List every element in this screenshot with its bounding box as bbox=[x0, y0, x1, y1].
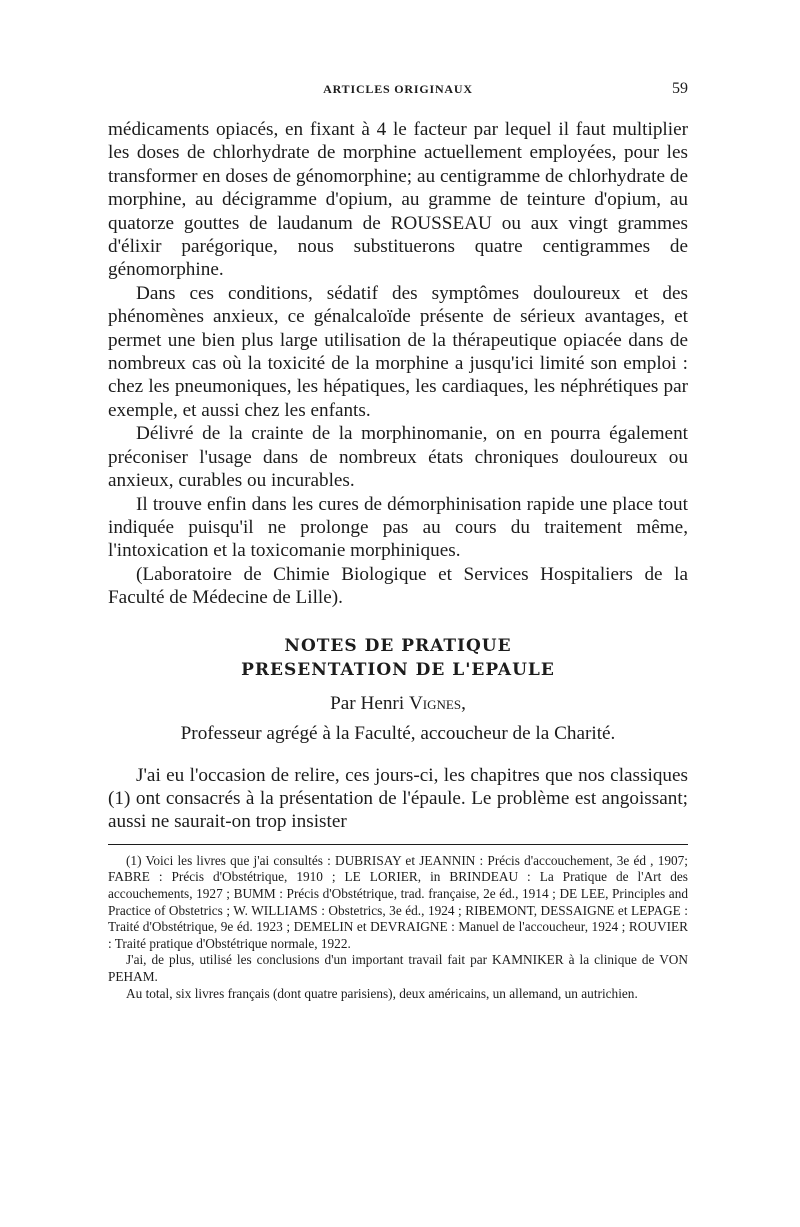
page-number: 59 bbox=[672, 80, 688, 97]
section-title: NOTES DE PRATIQUE bbox=[284, 635, 512, 656]
article-author bbox=[108, 692, 688, 716]
page-header bbox=[108, 80, 688, 100]
footnote-3: Au total, six livres français (dont quatre parisiens), deux américains, un allemand, un autrichien. bbox=[126, 985, 638, 1001]
running-title: ARTICLES ORIGINAUX bbox=[323, 82, 473, 96]
article-intro: J'ai eu l'occasion de relire, ces jours-ci, les chapitres que nos classiques (1) ont consacrés à la présentation de l'épaule. Le problème est angoissant; aussi ne saurait-on trop insister bbox=[108, 764, 688, 833]
paragraph-conditions: Dans ces conditions, sédatif des symptômes douloureux et des phénomènes anxieux, ce génalcaloïde présente de sérieux avantages, et permet une bien plus large utilisation de la thérapeutique opiacée dans de nombreux cas où la toxicité de la morphine a jusqu'ici limité son emploi : chez les pneumoniques, les hépatiques, les cardiaques, les néphrétiques par exemple, et aussi chez les enfants. bbox=[108, 282, 688, 421]
footnote-divider bbox=[108, 844, 688, 845]
footnote-2: J'ai, de plus, utilisé les conclusions d'un important travail fait par KAMNIKER à la clinique de VON PEHAM. bbox=[108, 952, 688, 984]
paragraph-continuation: médicaments opiacés, en fixant à 4 le facteur par lequel il faut multiplier les doses de chlorhydrate de morphine actuellement employées, pour les transformer en doses de génomorphine; au centigramme de chlorhydrate de morphine, au décigramme d'opium, au gramme de teinture d'opium, au quatorze gouttes de laudanum de ROUSSEAU ou aux vingt grammes d'élixir parégorique, nous substituerons quatre centigrammes de génomorphine. bbox=[108, 119, 688, 281]
paragraph-demorphinisation: Il trouve enfin dans les cures de démorphinisation rapide une place tout indiquée puisqu'il ne prolonge pas au cours du traitement même, l'intoxication et la toxicomanie morphiniques. bbox=[108, 493, 688, 562]
author-prefix: Par Henri bbox=[330, 692, 405, 714]
article-title-block bbox=[108, 634, 688, 746]
author-name: Vignes, bbox=[408, 692, 466, 714]
author-affiliation: Professeur agrégé à la Faculté, accoucheur de la Charité. bbox=[180, 722, 616, 744]
paragraph-morphinomanie: Délivré de la crainte de la morphinomanie, on en pourra également préconiser l'usage dans de nombreux états chroniques douloureux ou anxieux, curables ou incurables. bbox=[108, 423, 688, 492]
footnotes bbox=[108, 853, 688, 1002]
page-body bbox=[108, 118, 688, 1002]
footnote-1: (1) Voici les livres que j'ai consultés : DUBRISAY et JEANNIN : Précis d'accouchement, 3e éd , 1907; FABRE : Précis d'Obstétrique, 1910 ; LE LORIER, in BRINDEAU : La Pratique de l'Art des accouchements, 1927 ; BUMM : Précis d'Obstétrique, trad. française, 2e éd., 1914 ; DE LEE, Principles and Practice of Obstetrics ; W. WILLIAMS : Obstetrics, 3e éd., 1924 ; RIBEMONT, DESSAIGNE et LEPAGE : Traité d'Obstétrique, 9e éd. 1923 ; DEMELIN et DEVRAIGNE : Manuel de l'accoucheur, 1924 ; ROUVIER : Traité pratique d'Obstétrique normale, 1922. bbox=[108, 852, 688, 951]
laboratory-credit: (Laboratoire de Chimie Biologique et Services Hospitaliers de la Faculté de Médecine de Lille). bbox=[108, 563, 688, 609]
article-title: PRESENTATION DE L'EPAULE bbox=[241, 659, 555, 680]
